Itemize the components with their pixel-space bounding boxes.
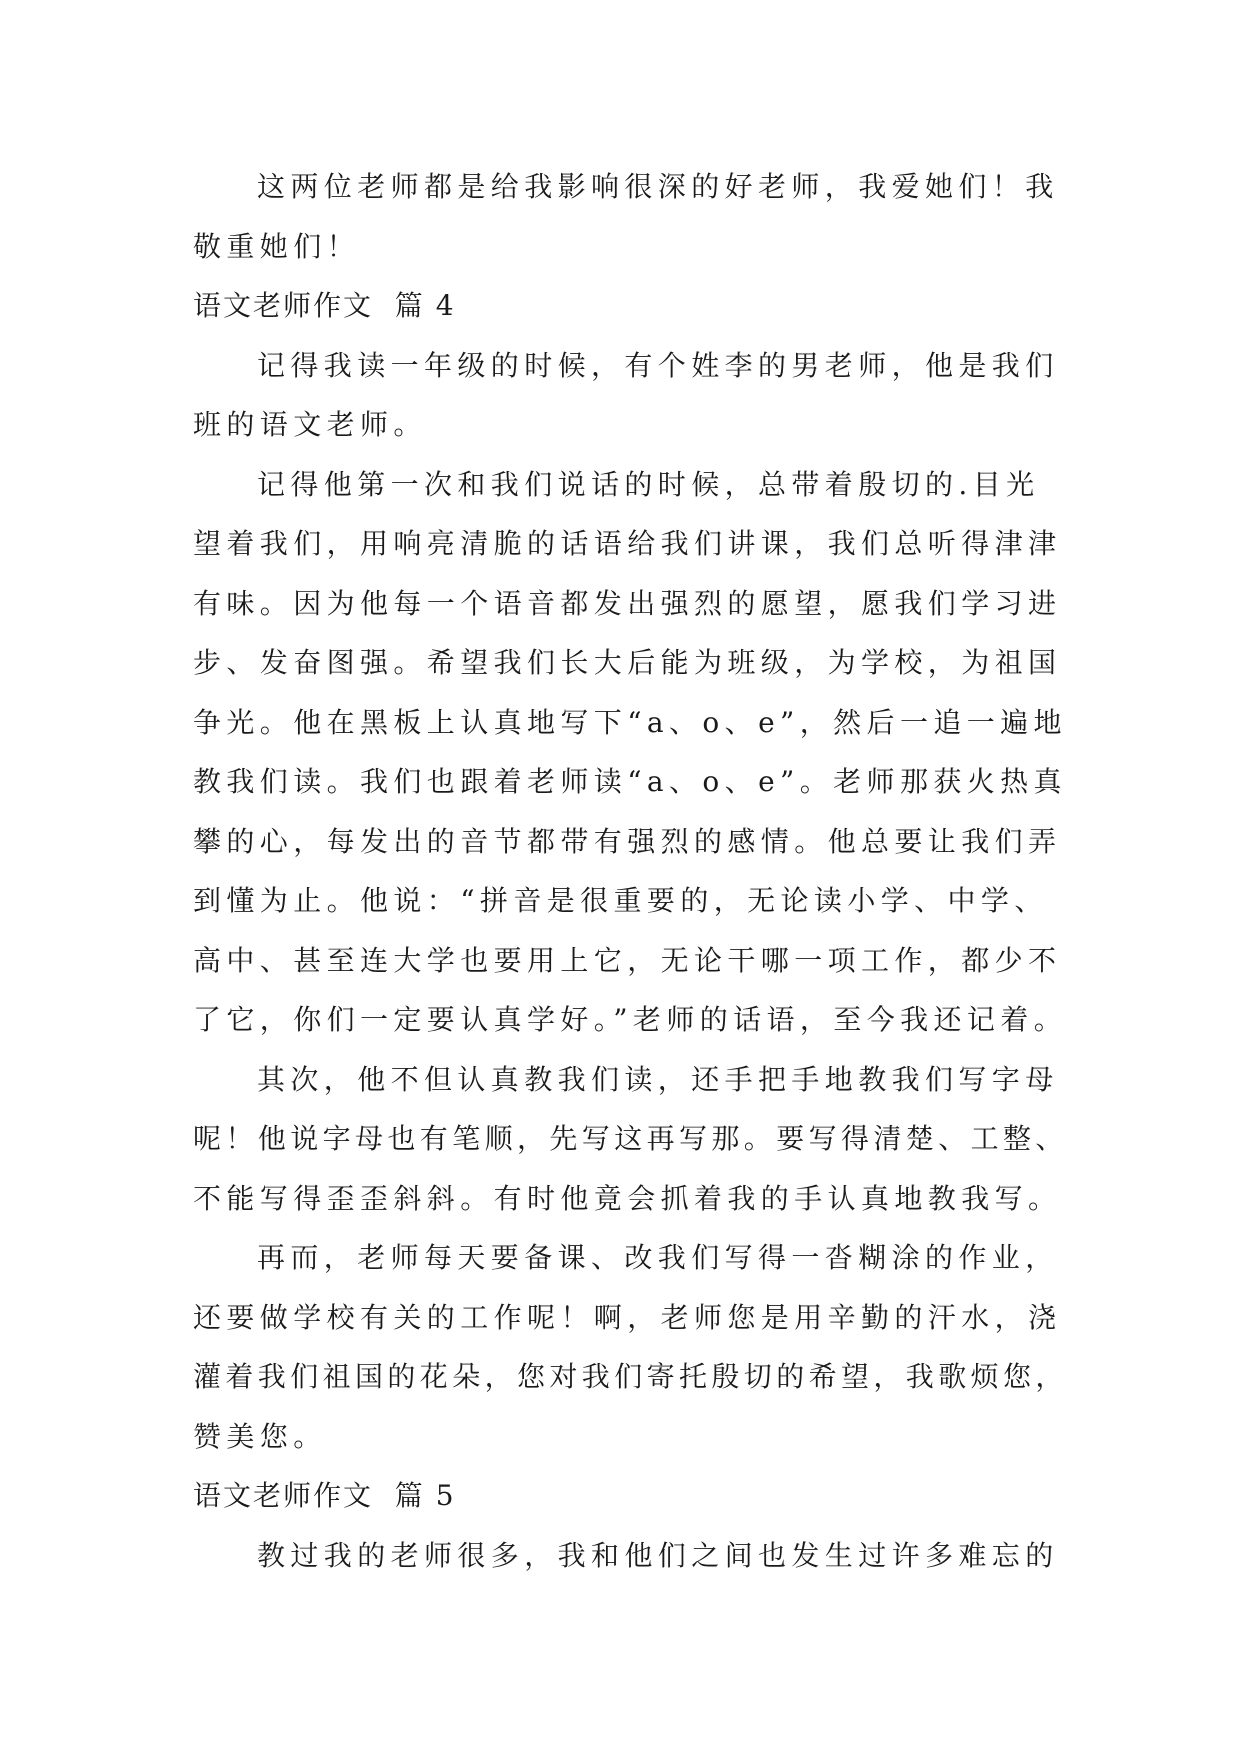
paragraph-line: 了它，你们一定要认真学好。”老师的话语，至今我还记着。 — [193, 1003, 1068, 1036]
paragraph-line: 赞美您。 — [193, 1419, 327, 1453]
paragraph-line: 有味。因为他每一个语音都发出强烈的愿望，愿我们学习进 — [193, 586, 1062, 620]
paragraph-line: 记得他第一次和我们说话的时候，总带着殷切的.目光 — [257, 467, 1040, 501]
section-heading: 语文老师作文 篇 4 — [193, 289, 456, 322]
paragraph-line: 其次，他不但认真教我们读，还手把手地教我们写字母 — [257, 1062, 1059, 1096]
paragraph-line: 班的语文老师。 — [193, 408, 427, 441]
paragraph-line: 教过我的老师很多，我和他们之间也发生过许多难忘的 — [257, 1538, 1059, 1572]
paragraph — [193, 336, 1057, 455]
paragraph — [193, 1050, 1068, 1229]
paragraph — [193, 1526, 1057, 1586]
paragraph — [193, 455, 1068, 1050]
section-heading: 语文老师作文 篇 5 — [193, 1479, 456, 1512]
paragraph-line: 灌着我们祖国的花朵，您对我们寄托殷切的希望，我歌烦您， — [193, 1360, 1068, 1393]
paragraph-line: 这两位老师都是给我影响很深的好老师，我爱她们！我 — [257, 170, 1059, 203]
paragraph-line: 到懂为止。他说：“拼音是很重要的，无论读小学、中学、 — [193, 884, 1048, 917]
paragraph-line: 望着我们，用响亮清脆的话语给我们讲课，我们总听得津津 — [193, 527, 1062, 560]
paragraph-line: 攀的心，每发出的音节都带有强烈的感情。他总要让我们弄 — [193, 824, 1062, 858]
paragraph-line: 高中、甚至连大学也要用上它，无论干哪一项工作，都少不 — [193, 943, 1062, 977]
paragraph-line: 教我们读。我们也跟着老师读“a、o、e”。老师那获火热真 — [193, 765, 1067, 798]
paragraph-line: 争光。他在黑板上认真地写下“a、o、e”，然后一追一遍地 — [193, 705, 1067, 739]
paragraph-line: 呢！他说字母也有笔顺，先写这再写那。要写得清楚、工整、 — [193, 1122, 1068, 1155]
paragraph-line: 步、发奋图强。希望我们长大后能为班级，为学校，为祖国 — [193, 646, 1062, 679]
paragraph-line: 记得我读一年级的时候，有个姓李的男老师，他是我们 — [257, 348, 1059, 382]
document-page — [193, 157, 1068, 1585]
paragraph-line: 还要做学校有关的工作呢！啊，老师您是用辛勤的汗水，浇 — [193, 1300, 1062, 1334]
paragraph-line: 再而，老师每天要备课、改我们写得一沓糊涂的作业， — [257, 1241, 1059, 1274]
paragraph — [193, 1228, 1068, 1466]
paragraph-line: 不能写得歪歪斜斜。有时他竟会抓着我的手认真地教我写。 — [193, 1181, 1062, 1215]
paragraph — [193, 157, 1057, 276]
paragraph-line: 敬重她们！ — [193, 229, 361, 263]
